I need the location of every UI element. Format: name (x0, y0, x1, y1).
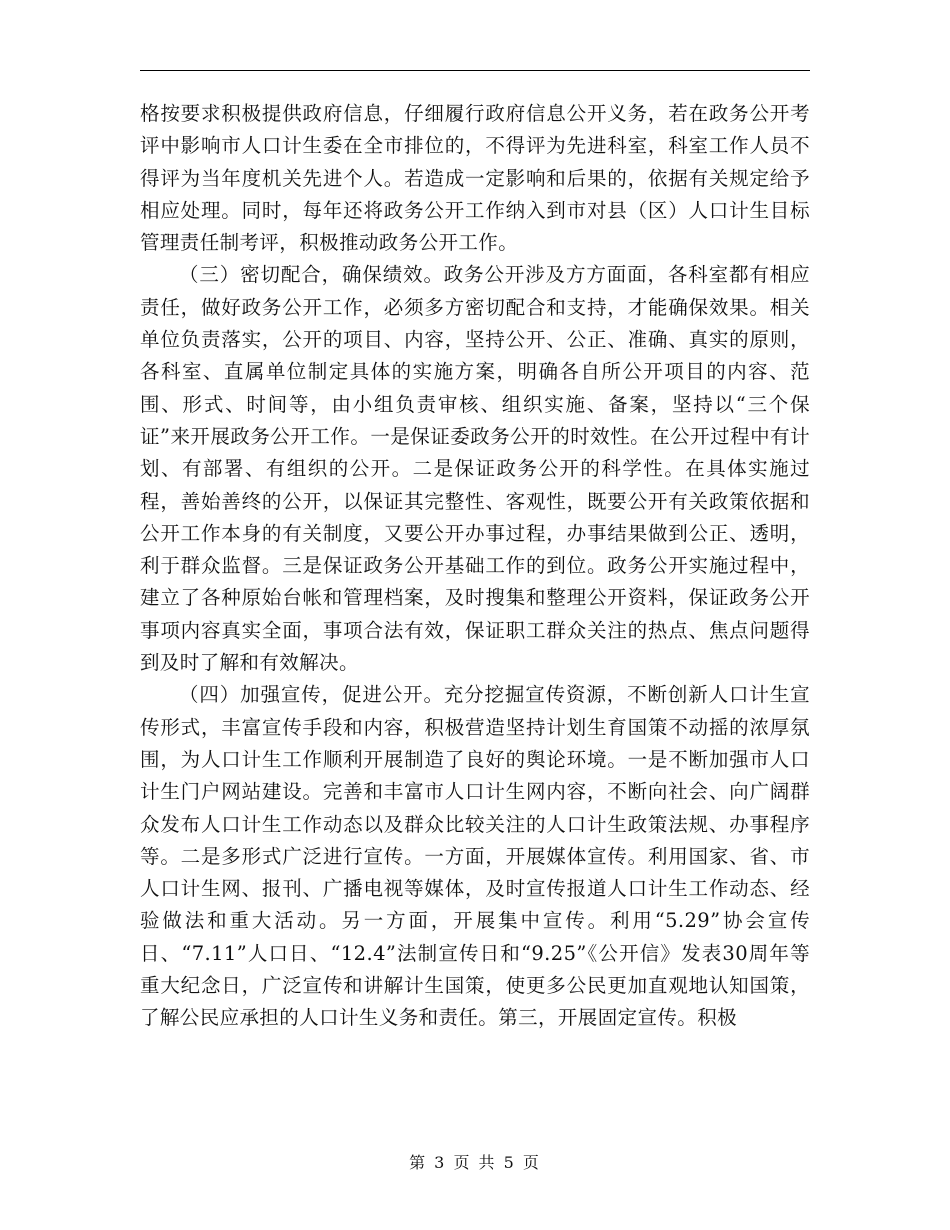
body-text (140, 98, 810, 1035)
paragraph-section-3: （三）密切配合，确保绩效。政务公开涉及方方面面，各科室都有相应责任，做好政务公开工作，必须多方密切配合和支持，才能确保效果。相关单位负责落实，公开的项目、内容，坚持公开、公正、准确、真实的原则，各科室、直属单位制定具体的实施方案，明确各自所公开项目的内容、范围、形式、时间等，由小组负责审核、组织实施、备案，坚持以“三个保证”来开展政务公开工作。一是保证委政务公开的时效性。在公开过程中有计划、有部署、有组织的公开。二是保证政务公开的科学性。在具体实施过程，善始善终的公开，以保证其完整性、客观性，既要公开有关政策依据和公开工作本身的有关制度，又要公开办事过程，办事结果做到公正、透明，利于群众监督。三是保证政务公开基础工作的到位。政务公开实施过程中，建立了各种原始台帐和管理档案，及时搜集和整理公开资料，保证政务公开事项内容真实全面，事项合法有效，保证职工群众关注的热点、焦点问题得到及时了解和有效解决。 (140, 263, 810, 675)
header-rule (140, 70, 810, 71)
paragraph-continued: 格按要求积极提供政府信息，仔细履行政府信息公开义务，若在政务公开考评中影响市人口计生委在全市排位的，不得评为先进科室，科室工作人员不得评为当年度机关先进个人。若造成一定影响和后果的，依据有关规定给予相应处理。同时，每年还将政务公开工作纳入到市对县（区）人口计生目标管理责任制考评，积极推动政务公开工作。 (140, 102, 810, 255)
page-number-footer: 第 3 页 共 5 页 (409, 1153, 541, 1172)
paragraph-section-4: （四）加强宣传，促进公开。充分挖掘宣传资源，不断创新人口计生宣传形式，丰富宣传手段和内容，积极营造坚持计划生育国策不动摇的浓厚氛围，为人口计生工作顺利开展制造了良好的舆论环境。一是不断加强市人口计生门户网站建设。完善和丰富市人口计生网内容，不断向社会、向广阔群众发布人口计生工作动态以及群众比较关注的人口计生政策法规、办事程序等。二是多形式广泛进行宣传。一方面，开展媒体宣传。利用国家、省、市人口计生网、报刊、广播电视等媒体，及时宣传报道人口计生工作动态、经验做法和重大活动。另一方面，开展集中宣传。利用“5.29”协会宣传日、“7.11”人口日、“12.4”法制宣传日和“9.25”《公开信》发表30周年等重大纪念日，广泛宣传和讲解计生国策，使更多公民更加直观地认知国策，了解公民应承担的人口计生义务和责任。第三，开展固定宣传。积极 (140, 683, 810, 1030)
